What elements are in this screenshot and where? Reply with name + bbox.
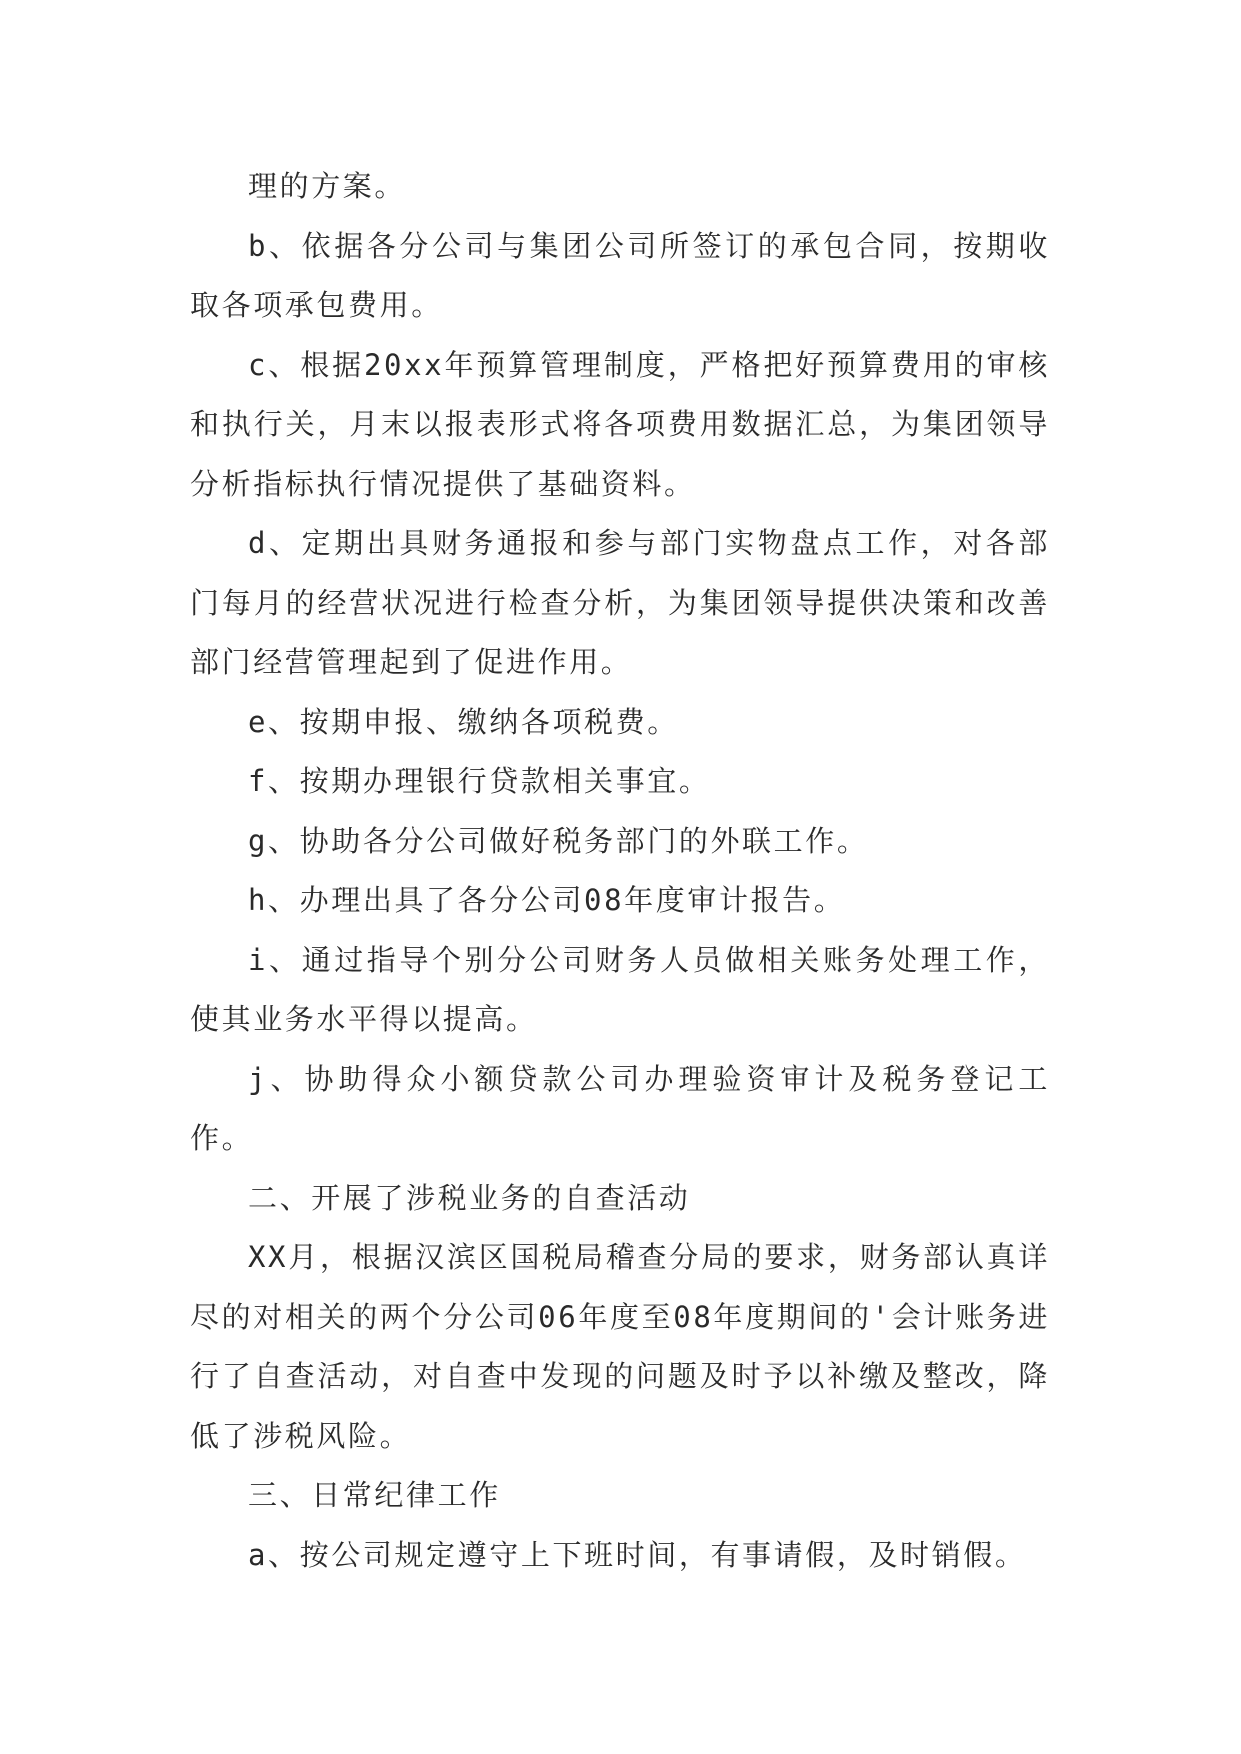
paragraph-item-j: j、协助得众小额贷款公司办理验资审计及税务登记工作。 (190, 1061, 1050, 1155)
paragraph-item-f: f、按期办理银行贷款相关事宜。 (248, 764, 711, 798)
paragraph-item-h: h、办理出具了各分公司08年度审计报告。 (248, 883, 846, 917)
paragraph-self-audit: XX月，根据汉滨区国税局稽查分局的要求，财务部认真详尽的对相关的两个分公司06年度至08年度期间的'会计账务进行了自查活动，对自查中发现的问题及时予以补缴及整改，降低了涉税风险。 (190, 1240, 1050, 1453)
paragraph-item-c: c、根据20xx年预算管理制度，严格把好预算费用的审核和执行关，月末以报表形式将各项费用数据汇总，为集团领导分析指标执行情况提供了基础资料。 (190, 347, 1050, 501)
paragraph-item-d: d、定期出具财务通报和参与部门实物盘点工作，对各部门每月的经营状况进行检查分析，为集团领导提供决策和改善部门经营管理起到了促进作用。 (190, 526, 1050, 679)
document-body (190, 157, 1050, 1585)
paragraph-item-a: a、按公司规定遵守上下班时间，有事请假，及时销假。 (248, 1537, 1027, 1572)
section-heading-2: 二、开展了涉税业务的自查活动 (248, 1180, 691, 1215)
paragraph-item-e: e、按期申报、缴纳各项税费。 (248, 704, 679, 739)
paragraph-item-b: b、依据各分公司与集团公司所签订的承包合同，按期收取各项承包费用。 (190, 228, 1050, 322)
section-heading-3: 三、日常纪律工作 (248, 1478, 501, 1512)
paragraph-item-i: i、通过指导个别分公司财务人员做相关账务处理工作，使其业务水平得以提高。 (190, 942, 1050, 1036)
paragraph-item-g: g、协助各分公司做好税务部门的外联工作。 (248, 823, 869, 858)
paragraph-plan-end: 理的方案。 (248, 169, 407, 203)
